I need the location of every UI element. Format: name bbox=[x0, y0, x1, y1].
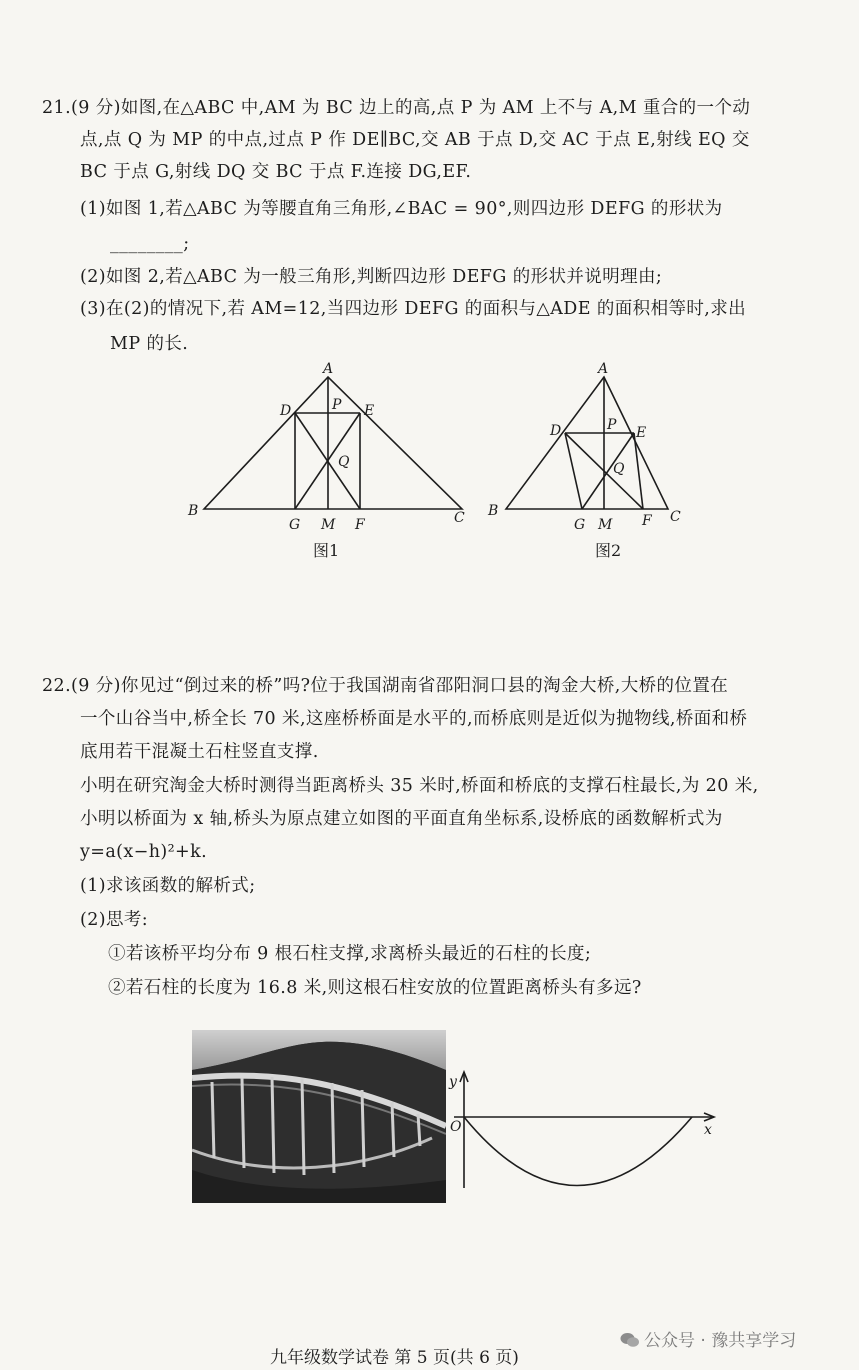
q22-line-8: (2)思考: bbox=[80, 910, 149, 930]
fig1-label-Q: Q bbox=[338, 454, 350, 470]
graph-x-label: x bbox=[704, 1122, 712, 1138]
q21-line-6: (2)如图 2,若△ABC 为一般三角形,判断四边形 DEFG 的形状并说明理由; bbox=[80, 267, 663, 287]
fig1-label-B: B bbox=[188, 503, 199, 519]
watermark bbox=[620, 1326, 796, 1351]
fig1-label-M: M bbox=[321, 517, 336, 533]
watermark-text: 公众号 · 豫共享学习 bbox=[644, 1331, 797, 1351]
fig1-label-D: D bbox=[280, 403, 292, 419]
parabola-graph bbox=[446, 1064, 726, 1194]
fig2-label-E: E bbox=[636, 425, 647, 441]
figure-2 bbox=[486, 355, 696, 535]
q21-line-4: (1)如图 1,若△ABC 为等腰直角三角形,∠BAC = 90°,则四边形 DEFG 的形状为 bbox=[80, 199, 723, 219]
q22-line-10: ②若石柱的长度为 16.8 米,则这根石柱安放的位置距离桥头有多远? bbox=[108, 978, 642, 998]
bridge-photo bbox=[192, 1030, 446, 1203]
fig2-label-P: P bbox=[607, 417, 617, 433]
fig1-label-E: E bbox=[364, 403, 375, 419]
fig2-label-B: B bbox=[488, 503, 499, 519]
q21-line-7: (3)在(2)的情况下,若 AM=12,当四边形 DEFG 的面积与△ADE 的面积相等时,求出 bbox=[80, 299, 747, 319]
wechat-icon bbox=[620, 1332, 640, 1348]
q21-line-8: MP 的长. bbox=[110, 334, 189, 354]
q21-line-1: 21.(9 分)如图,在△ABC 中,AM 为 BC 边上的高,点 P 为 AM 上不与 A,M 重合的一个动 bbox=[42, 98, 751, 118]
q21-line-5: ________; bbox=[110, 234, 190, 254]
figure-1 bbox=[180, 355, 480, 535]
fig1-label-A: A bbox=[323, 361, 334, 377]
fig2-label-C: C bbox=[670, 509, 681, 525]
fig1-label-P: P bbox=[332, 397, 342, 413]
fig2-label-Q: Q bbox=[613, 461, 625, 477]
figure-1-caption: 图1 bbox=[313, 541, 340, 560]
q22-line-9: ①若该桥平均分布 9 根石柱支撑,求离桥头最近的石柱的长度; bbox=[108, 944, 592, 964]
fig2-label-A: A bbox=[598, 361, 609, 377]
q22-line-4: 小明在研究淘金大桥时测得当距离桥头 35 米时,桥面和桥底的支撑石柱最长,为 20 米, bbox=[80, 776, 759, 796]
q21-line-2: 点,点 Q 为 MP 的中点,过点 P 作 DE∥BC,交 AB 于点 D,交 AC 于点 E,射线 EQ 交 bbox=[80, 130, 750, 150]
q22-line-7: (1)求该函数的解析式; bbox=[80, 876, 256, 896]
fig2-label-F: F bbox=[642, 513, 652, 529]
q22-line-1: 22.(9 分)你见过“倒过来的桥”吗?位于我国湖南省邵阳洞口县的淘金大桥,大桥的位置在 bbox=[42, 676, 729, 696]
fig1-label-F: F bbox=[355, 517, 365, 533]
figure-2-caption: 图2 bbox=[595, 541, 622, 560]
q22-line-3: 底用若干混凝土石柱竖直支撑. bbox=[80, 742, 319, 762]
fig2-label-G: G bbox=[574, 517, 586, 533]
q22-line-5: 小明以桥面为 x 轴,桥头为原点建立如图的平面直角坐标系,设桥底的函数解析式为 bbox=[80, 809, 723, 829]
graph-y-label: y bbox=[449, 1074, 457, 1090]
fig2-label-D: D bbox=[550, 423, 562, 439]
q21-line-3: BC 于点 G,射线 DQ 交 BC 于点 F.连接 DG,EF. bbox=[80, 162, 472, 182]
page-footer: 九年级数学试卷 第 5 页(共 6 页) bbox=[270, 1348, 519, 1368]
q22-line-2: 一个山谷当中,桥全长 70 米,这座桥桥面是水平的,而桥底则是近似为抛物线,桥面和桥 bbox=[80, 709, 748, 729]
q22-line-6: y=a(x−h)²+k. bbox=[80, 842, 208, 862]
graph-origin-label: O bbox=[450, 1119, 462, 1135]
fig1-label-G: G bbox=[289, 517, 301, 533]
fig2-label-M: M bbox=[598, 517, 613, 533]
fig1-label-C: C bbox=[454, 510, 465, 526]
